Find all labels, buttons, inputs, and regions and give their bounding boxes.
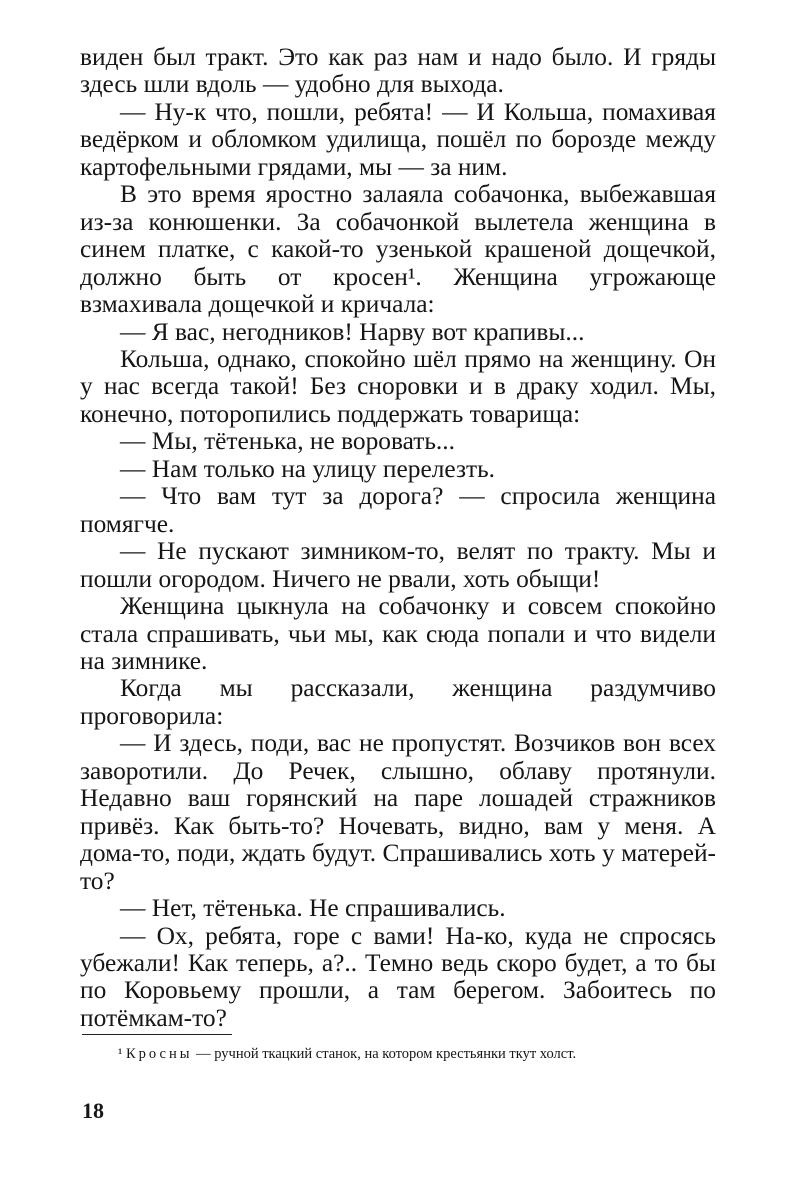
paragraph: — Ну-к что, пошли, ребята! — И Кольша, помахивая ведёрком и обломком удилища, пошёл по борозде между картофельными грядами, мы — за ним.	[80, 97, 716, 181]
paragraph: Кольша, однако, спокойно шёл прямо на женщину. Он у нас всегда такой! Без сноровки и в драку ходил. Мы, конечно, поторопились поддержать товарища:	[80, 344, 716, 428]
footnote-divider	[82, 1034, 232, 1035]
footnote-text: — ручной ткацкий станок, на котором крестьянки ткут холст.	[192, 1046, 577, 1062]
page-body	[80, 44, 716, 1032]
paragraph: Женщина цыкнула на собачонку и совсем спокойно стала спрашивать, чьи мы, как сюда попали и что видели на зимнике.	[80, 592, 716, 675]
paragraph: — Что вам тут за дорога? — спросила женщина помягче.	[80, 482, 716, 538]
paragraph: виден был тракт. Это как раз нам и надо было. И гряды здесь шли вдоль — удобно для выхода.	[80, 43, 716, 99]
footnote-term: Кросны	[125, 1046, 193, 1062]
paragraph: — Не пускают зимником-то, велят по тракту. Мы и пошли огородом. Ничего не рвали, хоть обыщи!	[80, 537, 716, 593]
paragraph: — Я вас, негодников! Нарву вот крапивы...	[120, 317, 585, 346]
paragraph: — Ох, ребята, горе с вами! На-ко, куда не спросясь убежали! Как теперь, а?.. Темно ведь скоро будет, а то бы по Коровьему прошли, а там берегом. Забоитесь по потёмкам-то?	[80, 921, 716, 1032]
paragraph: — Нет, тётенька. Не спрашивались.	[120, 894, 506, 923]
footnote-marker: ¹	[118, 1046, 123, 1062]
paragraph: — Мы, тётенька, не воровать...	[120, 427, 455, 456]
paragraph: В это время яростно залаяла собачонка, выбежавшая из-за конюшенки. За собачонкой вылетела женщина в синем платке, с какой-то узенькой крашеной дощечкой, должно быть от кросен¹. Женщина угрожающе взмахивала дощечкой и кричала:	[80, 180, 716, 319]
paragraph: Когда мы рассказали, женщина раздумчиво проговорила:	[80, 674, 716, 730]
paragraph: — Нам только на улицу перелезть.	[120, 454, 496, 483]
page-number: 18	[82, 1098, 104, 1123]
footnote	[80, 1044, 716, 1064]
paragraph: — И здесь, поди, вас не пропустят. Возчиков вон всех заворотили. До Речек, слышно, облаву протянули. Недавно ваш горянский на паре лошадей стражников привёз. Как быть-то? Ночевать, видно, вам у меня. А дома-то, поди, ждать будут. Спрашивались хоть у матерей-то?	[80, 729, 716, 895]
